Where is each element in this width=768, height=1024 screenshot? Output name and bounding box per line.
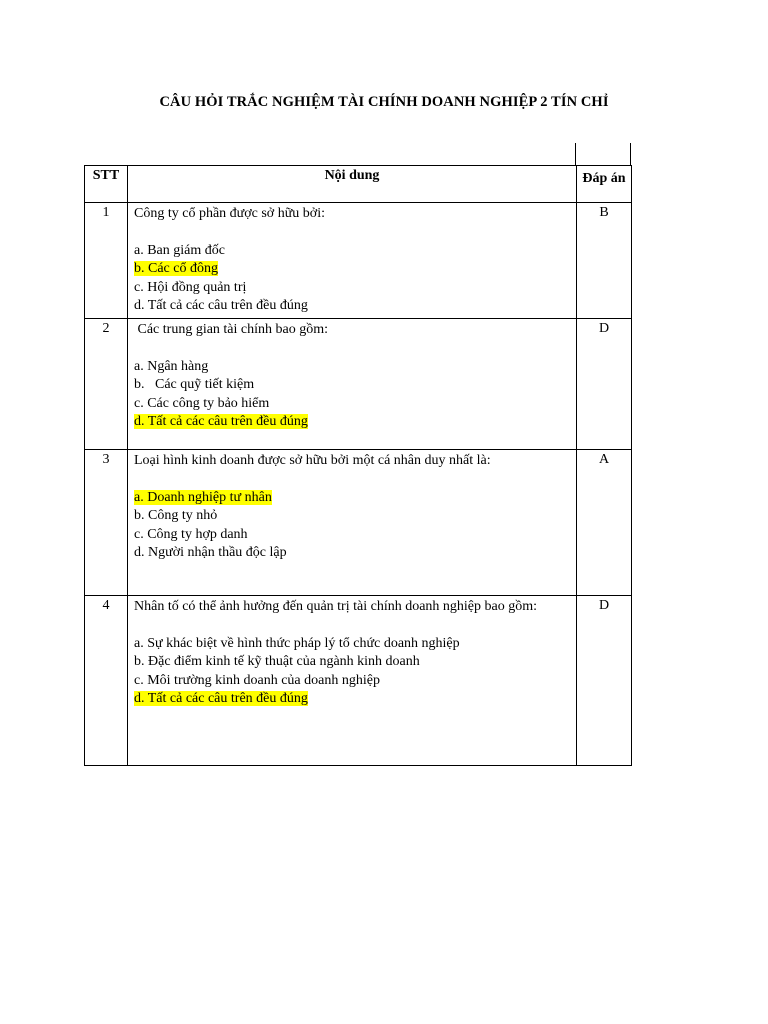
option-d: d. Tất cả các câu trên đều đúng	[134, 298, 308, 313]
page-title: CÂU HỎI TRẮC NGHIỆM TÀI CHÍNH DOANH NGHIỆP 2 TÍN CHỈ	[159, 94, 609, 110]
option-a	[134, 489, 570, 508]
option-b: b. Công ty nhỏ	[134, 508, 218, 523]
option-b	[134, 260, 570, 279]
correct-option: b. Các cổ đông	[134, 261, 218, 276]
answer-cell: B	[577, 203, 632, 319]
answer-cell: A	[577, 450, 632, 596]
option-a: a. Sự khác biệt về hình thức pháp lý tổ chức doanh nghiệp	[134, 635, 460, 651]
header-stt: STT	[85, 166, 128, 203]
option-a: a. Ban giám đốc	[134, 242, 225, 258]
table-row	[85, 319, 632, 450]
table-row	[85, 596, 632, 766]
row-number: 4	[85, 596, 128, 766]
row-number: 2	[85, 319, 128, 450]
correct-option: d. Tất cả các câu trên đều đúng	[134, 691, 308, 706]
answer-cell: D	[577, 596, 632, 766]
question-cell	[128, 450, 577, 596]
option-d: d. Người nhận thầu độc lập	[134, 545, 287, 560]
question-cell	[128, 319, 577, 450]
question-cell	[128, 596, 577, 766]
question-text: Loại hình kinh doanh được sở hữu bởi một cá nhân duy nhất là:	[134, 453, 491, 468]
question-text: Các trung gian tài chính bao gồm:	[134, 322, 329, 337]
table-row	[85, 450, 632, 596]
option-d	[134, 413, 570, 432]
correct-option: d. Tất cả các câu trên đều đúng	[134, 414, 308, 429]
row-number: 1	[85, 203, 128, 319]
option-d	[134, 690, 570, 709]
question-cell	[128, 203, 577, 319]
option-c: c. Hội đồng quản trị	[134, 279, 247, 295]
correct-option: a. Doanh nghiệp tư nhân	[134, 489, 272, 505]
option-c: c. Công ty hợp danh	[134, 526, 248, 542]
table-row	[85, 203, 632, 319]
question-text: Nhân tố có thể ảnh hưởng đến quản trị tài chính doanh nghiệp bao gồm:	[134, 599, 538, 614]
option-b: b. Các quỹ tiết kiệm	[134, 377, 255, 392]
question-text: Công ty cổ phần được sở hữu bởi:	[134, 206, 325, 221]
quiz-table	[84, 165, 632, 766]
answer-cell: D	[577, 319, 632, 450]
option-c: c. Môi trường kinh doanh của doanh nghiệp	[134, 672, 380, 688]
header-answer: Đáp án	[577, 166, 632, 203]
option-c: c. Các công ty bảo hiểm	[134, 395, 270, 411]
option-a: a. Ngân hàng	[134, 358, 209, 374]
header-content: Nội dung	[128, 166, 577, 203]
table-stub-line	[630, 143, 631, 165]
table-stub-line	[575, 143, 576, 165]
option-b: b. Đặc điểm kinh tế kỹ thuật của ngành kinh doanh	[134, 654, 420, 669]
row-number: 3	[85, 450, 128, 596]
